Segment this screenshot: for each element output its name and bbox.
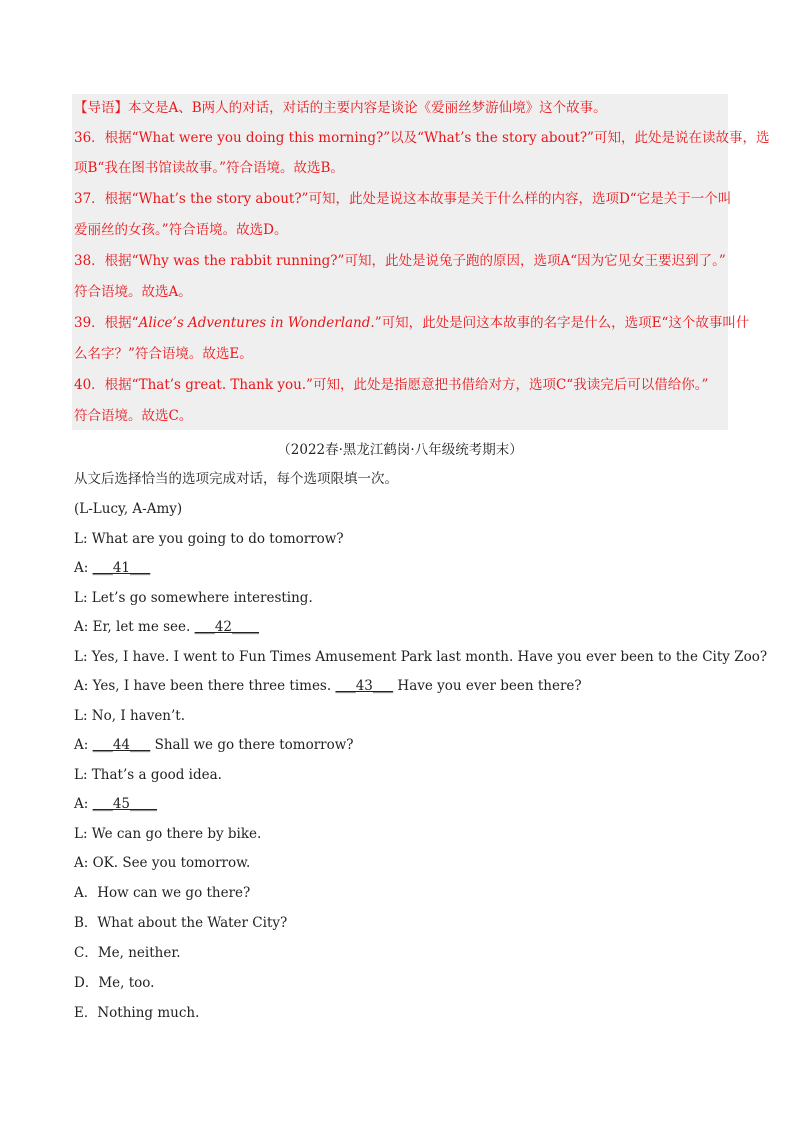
answer-39-suffix: ”可知，此处是问这本故事的名字是什么，选项E“这个故事叫什 (374, 315, 750, 331)
answer-37-line1: 37．根据“What’s the story about?”可知，此处是说这本故事是关于什么样的内容，选项D“它是关于一个叫 (74, 191, 732, 207)
dialogue-a3 (74, 676, 582, 696)
answer-intro: 【导语】本文是A、B两人的对话，对话的主要内容是谈论《爱丽丝梦游仙境》这个故事。 (74, 100, 607, 116)
dialogue-a2 (74, 617, 259, 637)
dialogue-a2-prefix: A: Er, let me see. (74, 619, 195, 635)
dialogue-a4-suffix: Shall we go there tomorrow? (150, 737, 354, 753)
dialogue-a1-prefix: A: (74, 560, 93, 576)
blank-42: ___42____ (194, 619, 260, 635)
answer-38-line1: 38．根据“Why was the rabbit running?”可知，此处是说兔子跑的原因，选项A“因为它见女王要迟到了。” (74, 253, 726, 269)
answer-40-line1: 40．根据“That’s great. Thank you.”可知，此处是指愿意把书借给对方，选项C“我读完后可以借给你。” (74, 377, 709, 393)
dialogue-a1 (74, 558, 150, 578)
dialogue-a4 (74, 735, 354, 755)
exercise-instruction: 从文后选择恰当的选项完成对话，每个选项限填一次。 (74, 471, 398, 487)
answer-38-line2: 符合语境。故选A。 (74, 284, 192, 300)
option-d: D．Me, too. (74, 975, 155, 991)
dialogue-l3: L: Yes, I have. I went to Fun Times Amusement Park last month. Have you ever been to the City Zoo? (74, 649, 768, 665)
dialogue-a5 (74, 794, 157, 814)
dialogue-l4: L: No, I haven’t. (74, 708, 186, 724)
answer-39-line1 (74, 313, 749, 333)
dialogue-a5-prefix: A: (74, 796, 93, 812)
blank-45: ___45____ (92, 796, 158, 812)
dialogue-l1: L: What are you going to do tomorrow? (74, 531, 344, 547)
option-e: E．Nothing much. (74, 1005, 200, 1021)
dialogue-a6: A: OK. See you tomorrow. (74, 855, 251, 871)
exercise-speakers: (L-Lucy, A-Amy) (74, 501, 183, 517)
option-a: A．How can we go there? (74, 885, 251, 901)
answer-37-line2: 爱丽丝的女孩。”符合语境。故选D。 (74, 222, 288, 238)
option-b: B．What about the Water City? (74, 915, 288, 931)
dialogue-l2: L: Let’s go somewhere interesting. (74, 590, 313, 606)
answer-39-book-title: Alice’s Adventures in Wonderland. (138, 315, 375, 331)
exercise-source: （2022春·黑龙江鹤岗·八年级统考期末） (277, 442, 523, 458)
answer-39-line2: 么名字？”符合语境。故选E。 (74, 346, 253, 362)
dialogue-l6: L: We can go there by bike. (74, 826, 262, 842)
answer-39-prefix: 39．根据“ (74, 315, 139, 331)
blank-43: ___43___ (335, 678, 394, 694)
blank-41: ___41___ (92, 560, 151, 576)
dialogue-a3-prefix: A: Yes, I have been there three times. (74, 678, 336, 694)
answer-36-line1: 36．根据“What were you doing this morning?”以及“What’s the story about?”可知，此处是说在读故事，选 (74, 130, 770, 146)
answer-36-line2: 项B“我在图书馆读故事。”符合语境。故选B。 (74, 160, 344, 176)
dialogue-l5: L: That’s a good idea. (74, 767, 222, 783)
dialogue-a4-prefix: A: (74, 737, 93, 753)
blank-44: ___44___ (92, 737, 151, 753)
dialogue-a3-suffix: Have you ever been there? (393, 678, 582, 694)
option-c: C．Me, neither. (74, 945, 181, 961)
answer-40-line2: 符合语境。故选C。 (74, 408, 193, 424)
